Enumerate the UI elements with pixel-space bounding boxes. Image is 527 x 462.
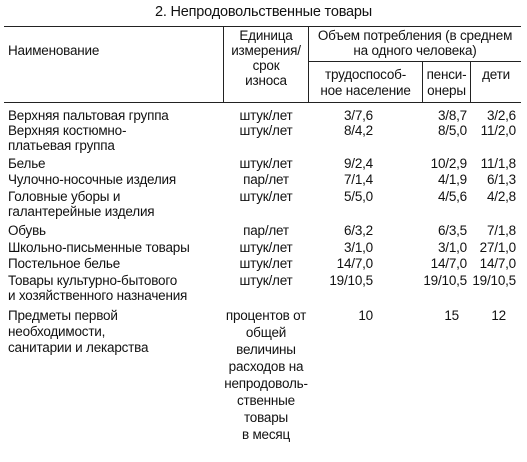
row-unit: ственные [237,393,295,408]
row-children: 3/2,6 [486,108,516,123]
row-children: 6/1,3 [486,172,516,187]
row-name: и хозяйственного назначения [8,288,188,303]
row-unit: штук/лет [239,108,293,123]
row-name: платьевая группа [8,138,115,153]
row-working: 10 [358,308,373,323]
row-name: Школьно-письменные товары [8,240,190,255]
row-unit: непродоволь- [224,376,308,391]
row-pension: 4/5,6 [437,189,467,204]
row-working: 3/7,6 [343,108,373,123]
row-unit: штук/лет [239,189,293,204]
row-children: 27/1,0 [479,240,516,255]
row-name: Верхняя костюмно- [8,123,127,138]
row-unit: штук/лет [239,273,293,288]
header-name: Наименование [8,43,100,58]
row-name: Обувь [8,223,46,238]
row-unit: процентов от [225,308,307,323]
row-name: Товары культурно-бытового [8,273,178,288]
header-bottom-border [4,102,521,103]
row-working: 6/3,2 [343,223,373,238]
row-children: 11/2,0 [480,123,516,138]
row-working: 8/4,2 [343,123,373,138]
row-unit: пар/лет [243,223,289,238]
row-unit: штук/лет [239,156,293,171]
header-volume-line: Объем потребления (в среднем [317,28,513,43]
header-volume-line: на одного человека) [353,43,477,58]
header-unit-line: Единица [239,28,293,43]
page-title: 2. Непродовольственные товары [154,4,372,20]
header-pension-line: онеры [427,83,466,98]
table-top-border [4,26,521,27]
subheader-divider [308,61,521,62]
row-name: Головные уборы и [8,189,121,204]
row-pension: 14/7,0 [430,256,467,271]
header-working-line: трудоспособ- [324,67,407,82]
row-pension: 3/8,7 [437,108,467,123]
header-unit-line: измерения/ [231,43,301,58]
header-unit-line: срок [252,58,280,73]
row-working: 7/1,4 [343,172,373,187]
row-pension: 3/1,0 [437,240,467,255]
row-pension: 4/1,9 [437,172,467,187]
row-working: 19/10,5 [329,273,373,288]
row-name: Чулочно-носочные изделия [8,172,177,187]
row-name: необходимости, [8,324,106,339]
row-name: Верхняя пальтовая группа [8,108,169,123]
row-pension: 19/10,5 [423,273,467,288]
row-children: 14/7,0 [479,256,516,271]
row-unit: штук/лет [239,256,293,271]
row-children: 7/1,8 [486,223,516,238]
row-name: санитарии и лекарства [8,340,149,355]
header-children: дети [482,67,510,82]
row-name: Предметы первой [8,308,118,323]
row-name: Постельное белье [8,256,121,271]
row-unit: расходов на [228,359,304,374]
row-name: Белье [8,156,46,171]
row-working: 9/2,4 [343,156,373,171]
row-unit: в месяц [241,427,291,442]
row-children: 4/2,8 [486,189,516,204]
row-children: 11/1,8 [480,156,516,171]
row-unit: величины [236,342,296,357]
row-children: 12 [491,308,506,323]
row-working: 5/5,0 [343,189,373,204]
row-children: 19/10,5 [472,273,516,288]
row-unit: штук/лет [239,240,293,255]
row-pension: 15 [444,308,459,323]
header-unit-line: износа [245,73,287,88]
row-pension: 6/3,5 [437,223,467,238]
row-pension: 8/5,0 [437,123,467,138]
header-working-line: ное население [320,83,411,98]
row-unit: штук/лет [239,123,293,138]
row-unit: товары [243,410,289,425]
row-working: 3/1,0 [343,240,373,255]
row-unit: пар/лет [243,172,289,187]
header-pension-line: пенси- [426,67,467,82]
row-working: 14/7,0 [336,256,373,271]
row-name: галантерейные изделия [8,204,155,219]
row-unit: общей [245,325,287,340]
row-pension: 10/2,9 [430,156,467,171]
